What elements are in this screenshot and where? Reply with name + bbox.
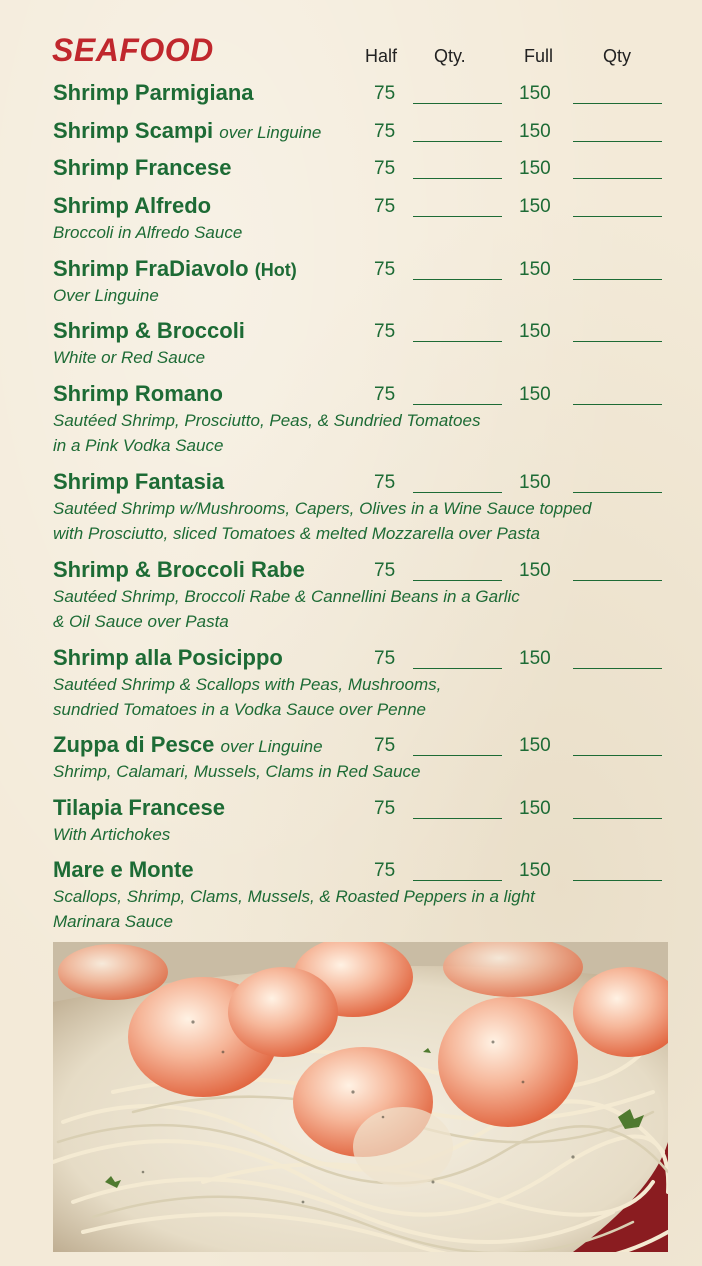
item-title: Shrimp Scampi (53, 118, 214, 143)
item-title: Shrimp Alfredo (53, 193, 212, 218)
half-price: 75 (374, 158, 396, 179)
menu-item-name (53, 318, 245, 344)
menu-item-name (53, 193, 211, 219)
half-qty-line[interactable] (413, 103, 502, 104)
menu-item-name (53, 795, 225, 821)
half-price: 75 (374, 384, 396, 405)
menu-item-name (53, 155, 232, 181)
full-price: 150 (519, 384, 551, 405)
item-title: Shrimp alla Posicippo (53, 645, 283, 670)
item-title: Shrimp Fantasia (53, 469, 225, 494)
half-qty-line[interactable] (413, 216, 502, 217)
half-price: 75 (374, 321, 396, 342)
hot-label: (Hot) (254, 260, 297, 280)
item-description: sundried Tomatoes in a Vodka Sauce over Penne (53, 700, 426, 719)
inline-note: over Linguine (219, 123, 322, 142)
shrimp-pasta-photo (53, 942, 668, 1252)
menu-item-name (53, 256, 297, 282)
half-qty-line[interactable] (413, 341, 502, 342)
full-price: 150 (519, 83, 551, 104)
menu-item-name (53, 381, 223, 407)
item-description: Broccoli in Alfredo Sauce (53, 223, 243, 242)
menu-item-name (53, 857, 194, 883)
menu-item-name (53, 732, 323, 758)
full-qty-line[interactable] (573, 880, 662, 881)
item-title: Shrimp FraDiavolo (53, 256, 249, 281)
menu-item-name (53, 645, 283, 671)
full-qty-line[interactable] (573, 492, 662, 493)
half-qty-line[interactable] (413, 755, 502, 756)
full-qty-line[interactable] (573, 216, 662, 217)
item-title: Mare e Monte (53, 857, 194, 882)
full-qty-line[interactable] (573, 668, 662, 669)
item-title: Tilapia Francese (53, 795, 226, 820)
half-price: 75 (374, 648, 396, 669)
full-price: 150 (519, 735, 551, 756)
half-qty-line[interactable] (413, 141, 502, 142)
item-title: Shrimp & Broccoli (53, 318, 245, 343)
item-description: Sautéed Shrimp & Scallops with Peas, Mushrooms, (53, 675, 442, 694)
half-qty-line[interactable] (413, 178, 502, 179)
item-description: Sautéed Shrimp, Prosciutto, Peas, & Sundried Tomatoes (53, 411, 481, 430)
inline-note: over Linguine (220, 737, 323, 756)
full-qty-line[interactable] (573, 818, 662, 819)
full-qty-line[interactable] (573, 404, 662, 405)
item-title: Zuppa di Pesce (53, 732, 215, 757)
half-qty-line[interactable] (413, 668, 502, 669)
full-price: 150 (519, 259, 551, 280)
item-description: Marinara Sauce (53, 912, 174, 931)
full-price: 150 (519, 472, 551, 493)
full-qty-line[interactable] (573, 178, 662, 179)
full-qty-line[interactable] (573, 755, 662, 756)
item-description: in a Pink Vodka Sauce (53, 436, 224, 455)
full-qty-line[interactable] (573, 341, 662, 342)
section-title: SEAFOOD (52, 32, 214, 68)
column-header-full: Full (524, 46, 554, 66)
full-qty-line[interactable] (573, 279, 662, 280)
full-price: 150 (519, 860, 551, 881)
full-price: 150 (519, 321, 551, 342)
menu-item-name (53, 80, 254, 106)
item-description: With Artichokes (53, 825, 171, 844)
half-price: 75 (374, 472, 396, 493)
full-price: 150 (519, 196, 551, 217)
item-description: Scallops, Shrimp, Clams, Mussels, & Roasted Peppers in a light (53, 887, 535, 906)
half-price: 75 (374, 83, 396, 104)
half-price: 75 (374, 121, 396, 142)
full-price: 150 (519, 158, 551, 179)
full-qty-line[interactable] (573, 103, 662, 104)
column-header-half: Half (365, 46, 398, 66)
item-title: Shrimp Romano (53, 381, 223, 406)
full-price: 150 (519, 121, 551, 142)
item-title: Shrimp & Broccoli Rabe (53, 557, 305, 582)
half-price: 75 (374, 560, 396, 581)
item-title: Shrimp Parmigiana (53, 80, 254, 105)
half-qty-line[interactable] (413, 580, 502, 581)
item-description: White or Red Sauce (53, 348, 206, 367)
half-price: 75 (374, 798, 396, 819)
full-price: 150 (519, 560, 551, 581)
full-qty-line[interactable] (573, 580, 662, 581)
full-price: 150 (519, 648, 551, 669)
half-qty-line[interactable] (413, 880, 502, 881)
half-price: 75 (374, 196, 396, 217)
half-qty-line[interactable] (413, 492, 502, 493)
half-price: 75 (374, 735, 396, 756)
column-header-full-qty: Qty (603, 46, 632, 66)
menu-item-name (53, 469, 224, 495)
item-description: Sautéed Shrimp w/Mushrooms, Capers, Olives in a Wine Sauce topped (53, 499, 592, 518)
item-description: with Prosciutto, sliced Tomatoes & melted Mozzarella over Pasta (53, 524, 540, 543)
half-qty-line[interactable] (413, 818, 502, 819)
item-title: Shrimp Francese (53, 155, 232, 180)
half-qty-line[interactable] (413, 404, 502, 405)
item-description: Over Linguine (53, 286, 159, 305)
item-description: Sautéed Shrimp, Broccoli Rabe & Cannellini Beans in a Garlic (53, 587, 520, 606)
menu-item-name (53, 118, 321, 144)
menu-item-name (53, 557, 305, 583)
half-price: 75 (374, 259, 396, 280)
full-price: 150 (519, 798, 551, 819)
column-header-half-qty: Qty. (434, 46, 466, 66)
item-description: & Oil Sauce over Pasta (53, 612, 229, 631)
full-qty-line[interactable] (573, 141, 662, 142)
item-description: Shrimp, Calamari, Mussels, Clams in Red Sauce (53, 762, 421, 781)
half-price: 75 (374, 860, 396, 881)
half-qty-line[interactable] (413, 279, 502, 280)
